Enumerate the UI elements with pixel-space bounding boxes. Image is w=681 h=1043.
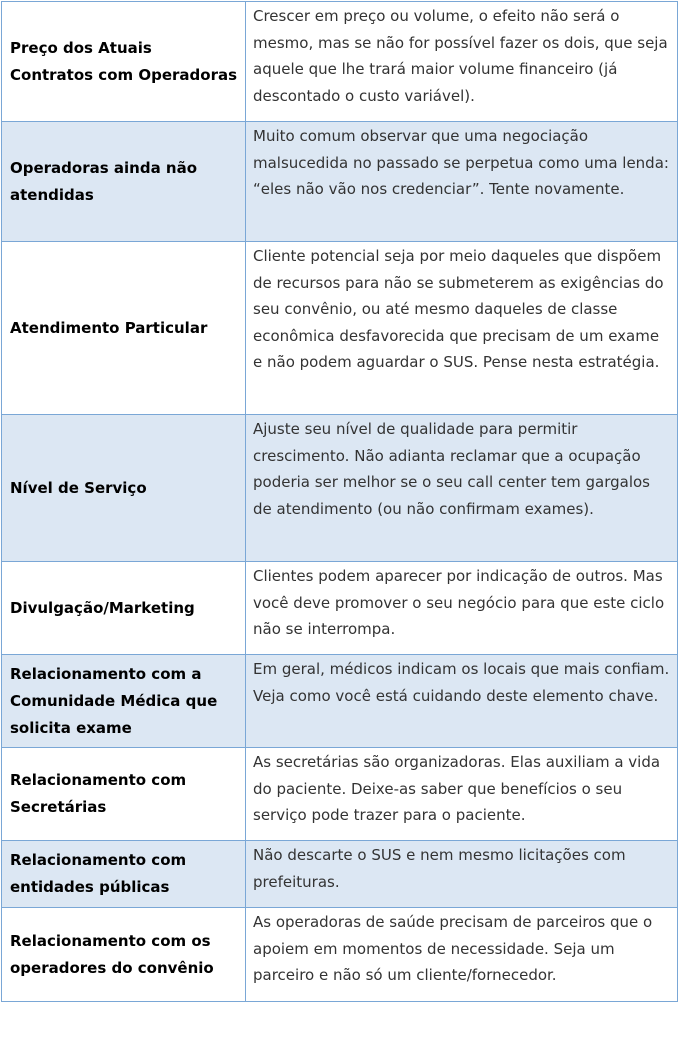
table-row [2, 415, 678, 562]
row-label-text: Atendimento Particular [10, 318, 208, 337]
row-label-text: Operadoras ainda não atendidas [10, 158, 198, 204]
row-description-text: Não descarte o SUS e nem mesmo licitações com prefeituras. [253, 846, 626, 891]
row-description-text: As operadoras de saúde precisam de parceiros que o apoiem em momentos de necessidade. Seja um parceiro e não só um cliente/fornecedor. [253, 913, 653, 984]
row-label [2, 748, 246, 841]
row-description [246, 562, 678, 655]
table-row [2, 122, 678, 242]
row-label-text: Relacionamento com Secretárias [10, 771, 187, 816]
row-description-text: Ajuste seu nível de qualidade para permitir crescimento. Não adianta reclamar que a ocupação poderia ser melhor se o seu call center tem gargalos de atendimento (ou não confirmam exames). [253, 420, 650, 518]
table-row [2, 242, 678, 415]
row-label [2, 655, 246, 748]
strategy-table [1, 1, 678, 1002]
row-label-text: Divulgação/Marketing [10, 598, 195, 617]
table-row [2, 841, 678, 908]
row-label [2, 122, 246, 242]
row-description [246, 242, 678, 415]
row-label-text: Relacionamento com entidades públicas [10, 851, 187, 896]
table-row [2, 2, 678, 122]
row-description [246, 748, 678, 841]
row-description [246, 415, 678, 562]
row-label [2, 415, 246, 562]
row-label-text: Nível de Serviço [10, 478, 147, 497]
row-description [246, 2, 678, 122]
row-description [246, 841, 678, 908]
row-label [2, 242, 246, 415]
row-label [2, 562, 246, 655]
row-description-text: Muito comum observar que uma negociação malsucedida no passado se perpetua como uma lenda: “eles não vão nos credenciar”. Tente novamente. [253, 127, 669, 198]
row-description-text: Crescer em preço ou volume, o efeito não será o mesmo, mas se não for possível fazer os dois, que seja aquele que lhe trará maior volume financeiro (já descontado o custo variável). [253, 7, 668, 105]
row-description-text: As secretárias são organizadoras. Elas auxiliam a vida do paciente. Deixe-as saber que benefícios o seu serviço pode trazer para o paciente. [253, 753, 661, 824]
row-description [246, 122, 678, 242]
row-description [246, 655, 678, 748]
row-label [2, 841, 246, 908]
table-row [2, 655, 678, 748]
table-row [2, 562, 678, 655]
row-label [2, 908, 246, 1002]
table-row [2, 748, 678, 841]
row-label-text: Relacionamento com os operadores do convênio [10, 931, 214, 977]
row-description-text: Cliente potencial seja por meio daqueles que dispõem de recursos para não se submeterem as exigências do seu convênio, ou até mesmo daqueles de classe econômica desfavorecida que precisam de um exame e não podem aguardar o SUS. Pense nesta estratégia. [253, 247, 664, 371]
row-label-text: Relacionamento com a Comunidade Médica que solicita exame [10, 664, 218, 737]
row-description [246, 908, 678, 1002]
row-label [2, 2, 246, 122]
row-description-text: Em geral, médicos indicam os locais que mais confiam. Veja como você está cuidando deste elemento chave. [253, 660, 670, 705]
row-description-text: Clientes podem aparecer por indicação de outros. Mas você deve promover o seu negócio para que este ciclo não se interrompa. [253, 567, 665, 638]
table-row [2, 908, 678, 1002]
row-label-text: Preço dos Atuais Contratos com Operadoras [10, 38, 238, 84]
